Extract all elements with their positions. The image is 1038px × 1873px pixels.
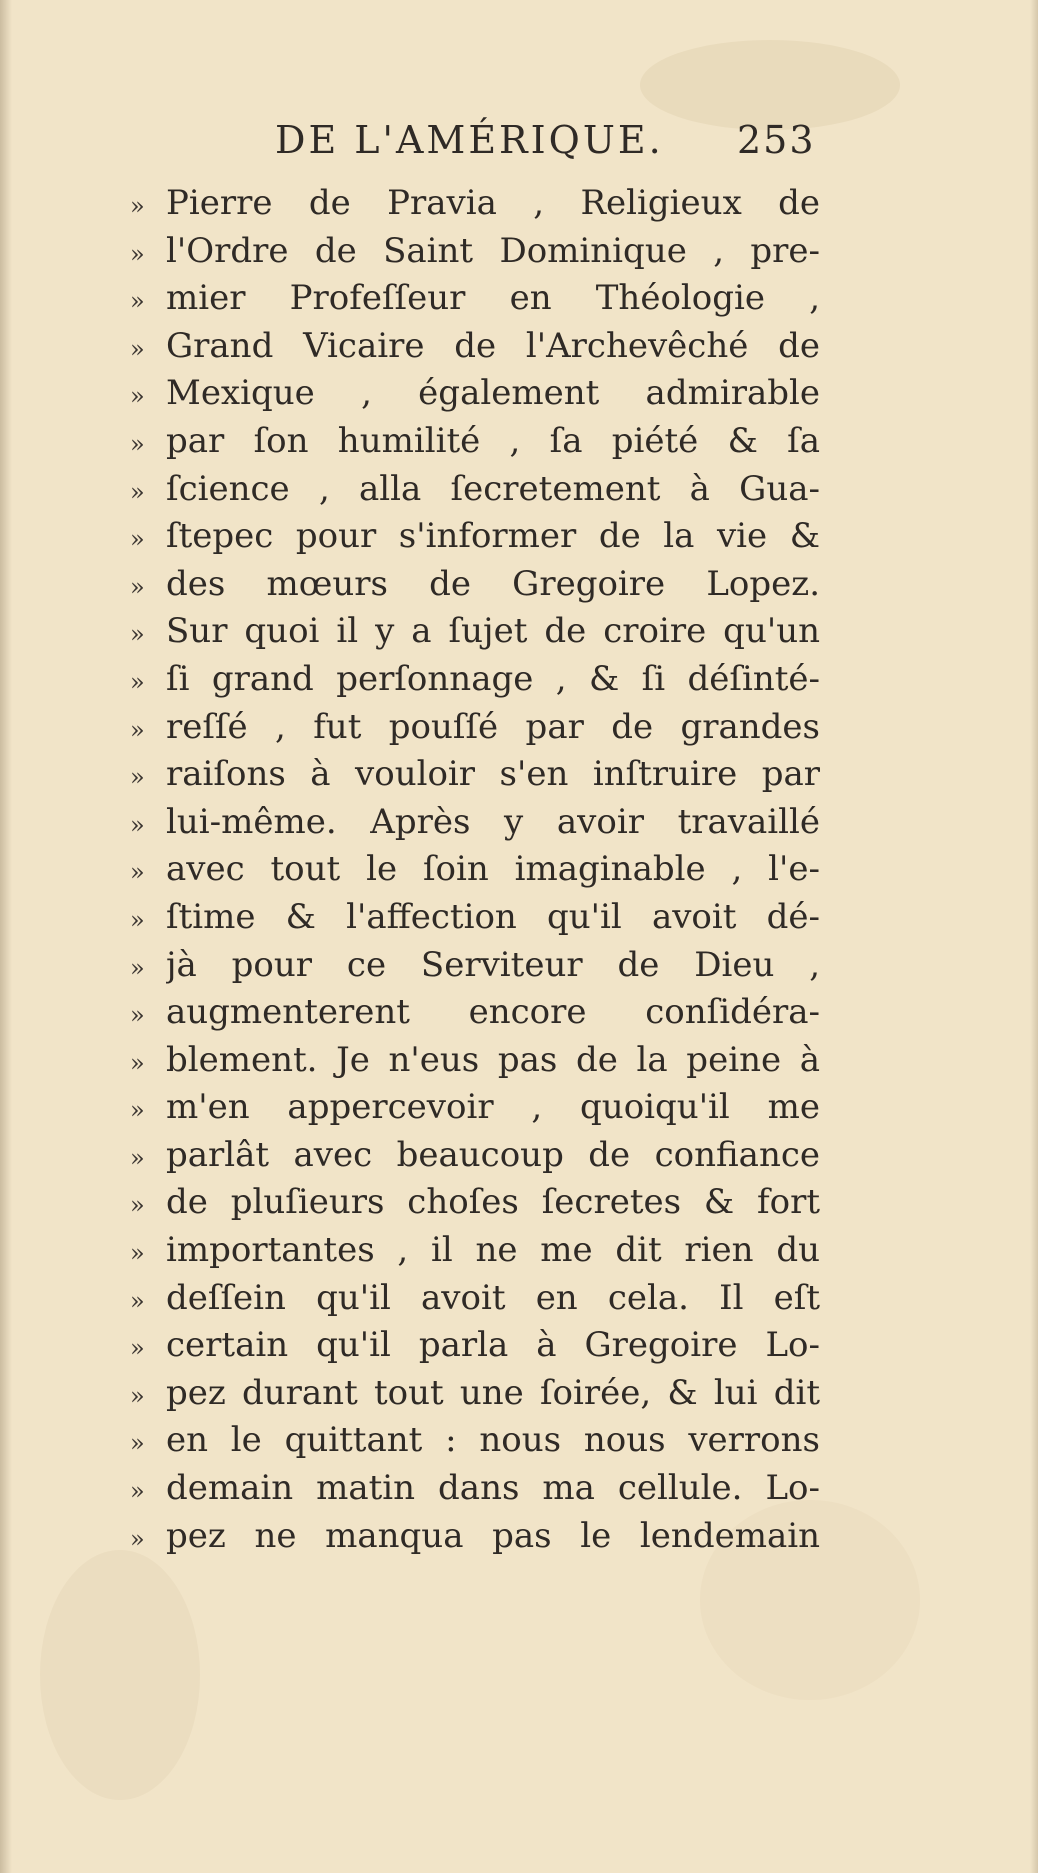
line-text: importantes , il ne me dit rien du	[166, 1230, 820, 1271]
quotation-mark: »	[130, 715, 145, 744]
quotation-mark: »	[130, 1239, 145, 1268]
text-line	[130, 1513, 820, 1561]
quotation-mark: »	[130, 1048, 145, 1077]
text-line	[130, 894, 820, 942]
page-number: 253	[737, 118, 816, 162]
quotation-mark: »	[130, 905, 145, 934]
line-text: certain qu'il parla à Gregoire Lo-	[166, 1325, 820, 1366]
text-line	[130, 1227, 820, 1275]
text-line	[130, 846, 820, 894]
line-text: augmenterent encore conſidéra-	[166, 992, 820, 1033]
text-line	[130, 1275, 820, 1323]
line-text: m'en appercevoir , quoiqu'il me	[166, 1087, 820, 1128]
page-edge-shadow	[1030, 0, 1038, 1873]
running-head	[140, 118, 820, 178]
text-line	[130, 180, 820, 228]
page-edge-shadow	[0, 0, 12, 1873]
quotation-mark: »	[130, 429, 145, 458]
quotation-mark: »	[130, 1477, 145, 1506]
quotation-mark: »	[130, 1001, 145, 1030]
text-line	[130, 1322, 820, 1370]
text-line	[130, 561, 820, 609]
line-text: pez ne manqua pas le lendemain	[166, 1515, 820, 1556]
line-text: blement. Je n'eus pas de la peine à	[166, 1039, 820, 1080]
quotation-mark: »	[130, 1096, 145, 1125]
quotation-mark: »	[130, 1524, 145, 1553]
text-line	[130, 323, 820, 371]
quotation-mark: »	[130, 572, 145, 601]
line-text: mier Profeſſeur en Théologie ,	[166, 278, 820, 319]
text-line	[130, 1179, 820, 1227]
line-text: des mœurs de Gregoire Lopez.	[166, 563, 820, 604]
text-line	[130, 1037, 820, 1085]
quotation-mark: »	[130, 858, 145, 887]
line-text: l'Ordre de Saint Dominique , pre-	[166, 230, 820, 271]
text-line	[130, 513, 820, 561]
text-line	[130, 275, 820, 323]
line-text: Mexique , également admirable	[166, 373, 820, 414]
quotation-mark: »	[130, 667, 145, 696]
quotation-mark: »	[130, 810, 145, 839]
quotation-mark: »	[130, 239, 145, 268]
line-text: jà pour ce Serviteur de Dieu ,	[166, 944, 820, 985]
text-line	[130, 656, 820, 704]
text-line	[130, 1084, 820, 1132]
quotation-mark: »	[130, 763, 145, 792]
quotation-mark: »	[130, 525, 145, 554]
text-line	[130, 989, 820, 1037]
line-text: ſtepec pour s'informer de la vie &	[166, 516, 820, 557]
quotation-mark: »	[130, 334, 145, 363]
quotation-mark: »	[130, 1143, 145, 1172]
paper-stain	[640, 40, 900, 130]
line-text: par ſon humilité , ſa piété & ſa	[166, 420, 820, 461]
quotation-mark: »	[130, 192, 145, 220]
quotation-mark: »	[130, 1334, 145, 1363]
text-line	[130, 608, 820, 656]
line-text: ſi grand perſonnage , & ſi déſinté-	[166, 658, 820, 699]
line-text: raiſons à vouloir s'en inſtruire par	[166, 754, 820, 795]
line-text: avec tout le ſoin imaginable , l'e-	[166, 849, 820, 890]
text-line	[130, 1370, 820, 1418]
text-line	[130, 1132, 820, 1180]
text-line	[130, 370, 820, 418]
line-text: pez durant tout une ſoirée, & lui dit	[166, 1372, 820, 1413]
text-line	[130, 1417, 820, 1465]
line-text: Grand Vicaire de l'Archevêché de	[166, 325, 820, 366]
quotation-mark: »	[130, 1191, 145, 1220]
line-text: en le quittant : nous nous verrons	[166, 1420, 820, 1461]
quotation-mark: »	[130, 953, 145, 982]
quotation-mark: »	[130, 477, 145, 506]
line-text: parlât avec beaucoup de confiance	[166, 1134, 820, 1175]
body-text	[130, 180, 820, 1560]
text-line	[130, 466, 820, 514]
quotation-mark: »	[130, 382, 145, 411]
text-line	[130, 942, 820, 990]
text-line	[130, 704, 820, 752]
line-text: de pluſieurs choſes ſecretes & fort	[166, 1182, 820, 1223]
quotation-mark: »	[130, 1429, 145, 1458]
quotation-mark: »	[130, 287, 145, 316]
quotation-mark: »	[130, 1286, 145, 1315]
line-text: deſſein qu'il avoit en cela. Il eſt	[166, 1277, 820, 1318]
line-text: Sur quoi il y a ſujet de croire qu'un	[166, 611, 820, 652]
paper-stain	[40, 1550, 200, 1800]
line-text: ſtime & l'affection qu'il avoit dé-	[166, 896, 820, 937]
running-title: DE L'AMÉRIQUE.	[275, 118, 664, 162]
text-line	[130, 418, 820, 466]
line-text: Pierre de Pravia , Religieux de	[166, 183, 820, 223]
line-text: ſcience , alla ſecretement à Gua-	[166, 468, 820, 509]
text-line	[130, 799, 820, 847]
line-text: lui-même. Après y avoir travaillé	[166, 801, 820, 842]
text-line	[130, 751, 820, 799]
quotation-mark: »	[130, 1381, 145, 1410]
line-text: demain matin dans ma cellule. Lo-	[166, 1468, 820, 1509]
text-line	[130, 228, 820, 276]
line-text: reſſé , fut pouſſé par de grandes	[166, 706, 820, 747]
text-line	[130, 1465, 820, 1513]
quotation-mark: »	[130, 620, 145, 649]
